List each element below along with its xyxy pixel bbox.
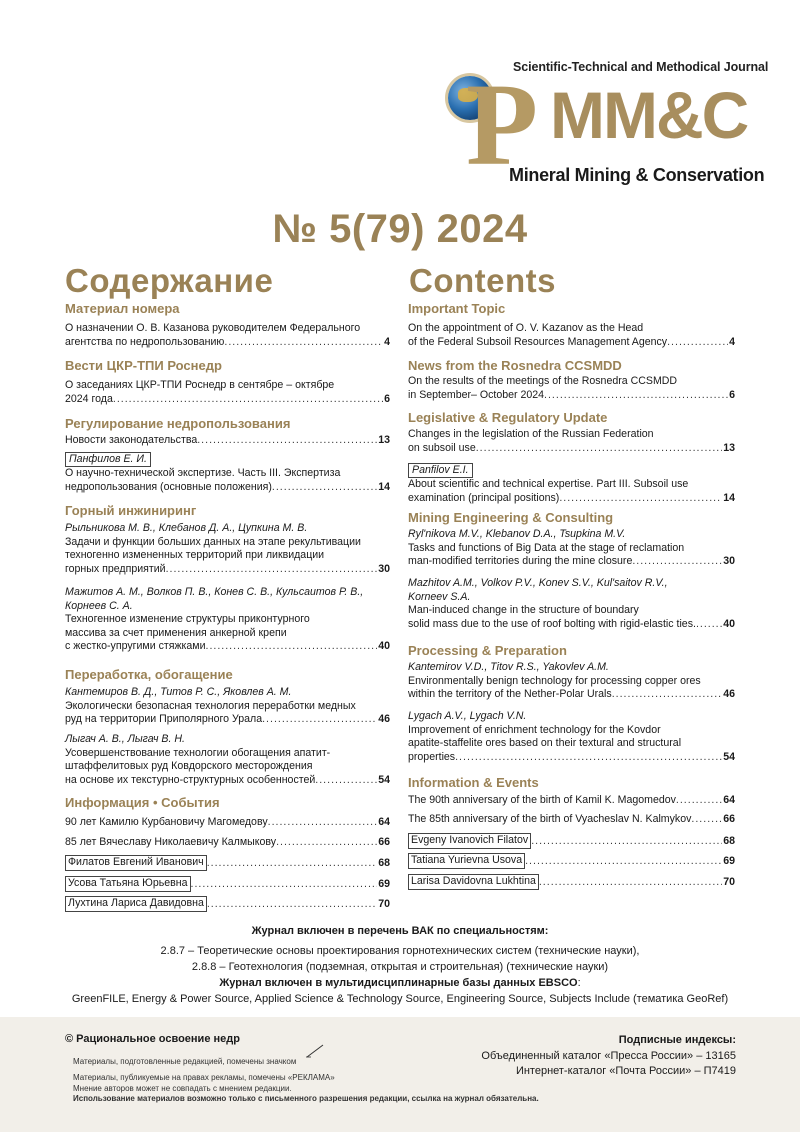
section-heading: Материал номера bbox=[65, 301, 180, 316]
entry-authors: Korneev S.A. bbox=[408, 590, 471, 603]
entry-title-line: 85 лет Вячеславу Николаевичу Калмыкову bbox=[65, 836, 277, 848]
page-number: 13 bbox=[378, 434, 390, 446]
vak-title: Журнал включен в перечень ВАК по специальностям: bbox=[251, 925, 549, 937]
entry-title-line: in September– October 2024 bbox=[408, 388, 545, 401]
entry-title-boxed: Larisa Davidovna Lukhtina bbox=[408, 874, 539, 890]
ebsco-title: Журнал включен в мультидисциплинарные базы данных EBSCO: bbox=[219, 977, 581, 989]
toc-entry[interactable] bbox=[408, 375, 735, 402]
page-number: 66 bbox=[723, 813, 735, 825]
entry-title-line: The 90th anniversary of the birth of Kamil K. Magomedov bbox=[408, 794, 676, 806]
entry-title-line: on subsoil use bbox=[408, 441, 476, 454]
section-heading: Processing & Preparation bbox=[408, 643, 567, 658]
toc-entry[interactable] bbox=[65, 452, 390, 494]
entry-title-line: within the territory of the Nether-Polar Urals bbox=[408, 688, 612, 701]
page-number: 66 bbox=[378, 836, 390, 848]
entry-title-line: of the Federal Subsoil Resources Management Agency bbox=[408, 335, 668, 348]
section-heading: Переработка, обогащение bbox=[65, 667, 233, 682]
logo-text: MM&C bbox=[550, 78, 748, 152]
entry-title-line: Задачи и функции больших данных на этапе рекультивации bbox=[65, 535, 361, 548]
ebsco-list: GreenFILE, Energy & Power Source, Applied Science & Technology Source, Engineering Source, Subjects Include (тематика GeoRef) bbox=[71, 993, 729, 1005]
entry-title-line: О назначении О. В. Казанова руководителем Федерального bbox=[65, 322, 361, 334]
entry-title-line: О заседаниях ЦКР-ТПИ Роснедр в сентябре – октябре bbox=[65, 379, 335, 391]
toc-entry[interactable] bbox=[408, 710, 735, 764]
toc-entry[interactable] bbox=[65, 896, 390, 912]
page-number: 40 bbox=[378, 640, 390, 653]
entry-title-line: Man-induced change in the structure of boundary bbox=[408, 604, 639, 617]
subscription-index: Объединенный каталог «Пресса России» – 13165 bbox=[481, 1050, 736, 1062]
entry-authors: Мажитов А. М., Волков П. В., Конев С. В., Кульсаитов Р. В., bbox=[65, 586, 364, 598]
entry-title-line: горных предприятий bbox=[65, 562, 166, 575]
entry-title-line: Техногенное изменение структуры приконтурного bbox=[65, 613, 310, 626]
toc-entry[interactable] bbox=[65, 322, 390, 349]
entry-authors: Lygach A.V., Lygach V.N. bbox=[408, 710, 527, 722]
section-heading: Important Topic bbox=[408, 301, 506, 316]
section-heading: Mining Engineering & Consulting bbox=[408, 510, 614, 525]
page-number: 6 bbox=[729, 388, 735, 401]
logo-rm-mark: P bbox=[466, 59, 533, 190]
entry-authors: Корнеев С. А. bbox=[65, 599, 133, 612]
entry-title-line: руд на территории Приполярного Урала bbox=[65, 713, 263, 726]
entry-title-line: examination (principal positions) bbox=[408, 491, 560, 504]
entry-title-boxed: Усова Татьяна Юрьевна bbox=[65, 876, 191, 892]
toc-entry[interactable] bbox=[65, 686, 390, 727]
entry-authors: Kantemirov V.D., Titov R.S., Yakovlev A.M. bbox=[408, 661, 609, 673]
page-number: 14 bbox=[723, 491, 735, 504]
entry-title-line: apatite-staffelite ores based on their textural and structural bbox=[408, 737, 682, 750]
pen-mark-icon bbox=[305, 1044, 325, 1058]
entry-title-line: Новости законодательства bbox=[65, 434, 198, 446]
page-number: 30 bbox=[378, 562, 390, 575]
footer-note: Материалы, подготовленные редакцией, помечены значком bbox=[73, 1057, 297, 1066]
entry-title-boxed: Evgeny Ivanovich Filatov bbox=[408, 833, 531, 849]
page-number: 6 bbox=[384, 392, 390, 405]
entry-authors: Кантемиров В. Д., Титов Р. С., Яковлев А. М. bbox=[65, 686, 292, 698]
entry-authors: Ryl'nikova M.V., Klebanov D.A., Tsupkina M.V. bbox=[408, 528, 626, 540]
page-number: 54 bbox=[378, 773, 390, 786]
entry-title-line: On the appointment of O. V. Kazanov as the Head bbox=[408, 322, 644, 334]
entry-title-line: The 85th anniversary of the birth of Vyacheslav N. Kalmykov bbox=[408, 813, 692, 825]
toc-entry[interactable] bbox=[408, 528, 735, 569]
page-number: 68 bbox=[378, 857, 390, 869]
toc-entry[interactable] bbox=[408, 874, 735, 890]
entry-author-boxed: Панфилов Е. И. bbox=[65, 452, 151, 467]
page-number: 14 bbox=[378, 480, 390, 493]
section-heading: Information & Events bbox=[408, 775, 539, 790]
logo-subtitle: Mineral Mining & Conservation bbox=[509, 165, 765, 185]
copyright: © Рациональное освоение недр bbox=[65, 1033, 240, 1045]
entry-title-line: недропользования (основные положения) bbox=[65, 480, 272, 493]
entry-title-line: техногенно измененных территорий при ликвидации bbox=[65, 549, 325, 562]
entry-authors: Mazhitov A.M., Volkov P.V., Konev S.V., Kul'saitov R.V., bbox=[408, 577, 668, 589]
footer-note: Мнение авторов может не совпадать с мнением редакции. bbox=[73, 1084, 292, 1093]
toc-entry[interactable] bbox=[408, 794, 735, 808]
entry-title-line: 2024 года bbox=[65, 392, 113, 405]
entry-title-line: On the results of the meetings of the Rosnedra CCSMDD bbox=[408, 375, 678, 387]
page-number: 40 bbox=[723, 617, 735, 630]
page-number: 70 bbox=[723, 876, 735, 888]
section-heading: Вести ЦКР-ТПИ Роснедр bbox=[65, 358, 222, 373]
entry-title-line: solid mass due to the use of roof bolting with rigid-elastic ties. bbox=[408, 617, 696, 630]
page-number: 4 bbox=[384, 335, 390, 348]
section-heading: Горный инжиниринг bbox=[65, 503, 197, 518]
entry-title-line: агентства по недропользованию bbox=[65, 335, 225, 348]
entry-title-boxed: Филатов Евгений Иванович bbox=[65, 855, 207, 871]
contents-title-en: Contents bbox=[409, 262, 556, 299]
toc-entry[interactable] bbox=[65, 876, 390, 892]
page-number: 68 bbox=[723, 835, 735, 847]
entry-title-line: properties bbox=[408, 750, 456, 763]
toc-entry[interactable] bbox=[408, 428, 735, 455]
vak-line: 2.8.8 – Геотехнология (подземная, открытая и строительная) (технические науки) bbox=[191, 961, 609, 973]
toc-entry[interactable] bbox=[408, 577, 735, 631]
entry-author-boxed: Panfilov E.I. bbox=[408, 463, 473, 478]
toc-entry[interactable] bbox=[65, 586, 390, 654]
section-heading: Legislative & Regulatory Update bbox=[408, 410, 608, 425]
page-number: 46 bbox=[723, 688, 735, 701]
entry-title-line: Environmentally benign technology for processing copper ores bbox=[408, 674, 701, 687]
page-number: 46 bbox=[378, 713, 390, 726]
page-number: 13 bbox=[723, 441, 735, 454]
entry-title-line: Improvement of enrichment technology for the Kovdor bbox=[408, 723, 661, 736]
section-heading: Регулирование недропользования bbox=[65, 416, 291, 431]
page-number: 30 bbox=[723, 555, 735, 568]
page-number: 4 bbox=[729, 335, 735, 348]
contents-title-ru: Содержание bbox=[65, 262, 274, 299]
entry-title-line: массива за счет применения анкерной крепи bbox=[65, 626, 287, 639]
toc-entry[interactable] bbox=[408, 463, 735, 505]
entry-title-line: с жестко-упругими стяжками bbox=[65, 640, 206, 653]
toc-entry[interactable] bbox=[65, 434, 390, 448]
toc-entry[interactable] bbox=[65, 379, 390, 406]
page-number: 64 bbox=[378, 816, 390, 828]
entry-title-line: Экологически безопасная технология переработки медных bbox=[65, 699, 356, 712]
toc-entry[interactable] bbox=[65, 522, 390, 576]
entry-title-line: О научно-технической экспертизе. Часть III. Экспертиза bbox=[65, 467, 341, 479]
entry-title-line: Усовершенствование технологии обогащения апатит- bbox=[65, 746, 331, 759]
toc-entry[interactable] bbox=[65, 733, 390, 787]
entry-title-line: Tasks and functions of Big Data at the stage of reclamation bbox=[408, 541, 685, 554]
entry-title-line: на основе их текстурно-структурных особенностей bbox=[65, 773, 316, 786]
toc-entry[interactable] bbox=[408, 853, 735, 869]
entry-title-line: штаффелитовых руд Ковдорского месторождения bbox=[65, 760, 313, 773]
subscription-index: Интернет-каталог «Почта России» – П7419 bbox=[515, 1065, 736, 1077]
page-number: 69 bbox=[723, 855, 735, 867]
entry-title-line: About scientific and technical expertise. Part III. Subsoil use bbox=[408, 478, 689, 490]
toc-entry[interactable] bbox=[408, 813, 735, 827]
entry-authors: Рыльникова М. В., Клебанов Д. А., Цупкина М. В. bbox=[65, 522, 308, 534]
toc-entry[interactable] bbox=[65, 836, 390, 850]
toc-entry[interactable] bbox=[408, 661, 735, 702]
issue-number: № 5(79) 2024 bbox=[272, 207, 528, 251]
subscription-title: Подписные индексы: bbox=[618, 1034, 736, 1046]
entry-title-boxed: Tatiana Yurievna Usova bbox=[408, 853, 525, 869]
entry-authors: Лыгач А. В., Лыгач В. Н. bbox=[65, 733, 185, 745]
toc-entry[interactable] bbox=[408, 833, 735, 849]
page-number: 54 bbox=[723, 750, 735, 763]
entry-title-line: 90 лет Камилю Курбановичу Магомедову bbox=[65, 816, 268, 828]
footer-note: Материалы, публикуемые на правах рекламы, помечены «РЕКЛАМА» bbox=[73, 1073, 335, 1082]
page-number: 64 bbox=[723, 794, 735, 806]
section-heading: News from the Rosnedra CCSMDD bbox=[408, 358, 622, 373]
entry-title-boxed: Лухтина Лариса Давидовна bbox=[65, 896, 207, 912]
toc-entry[interactable] bbox=[65, 816, 390, 830]
page-number: 70 bbox=[378, 898, 390, 910]
journal-tagline: Scientific-Technical and Methodical Journal bbox=[513, 60, 769, 74]
entry-title-line: Changes in the legislation of the Russian Federation bbox=[408, 428, 654, 440]
toc-entry[interactable] bbox=[408, 322, 735, 349]
footer-note: Использование материалов возможно только с письменного разрешения редакции, ссылка на журнал обязательна. bbox=[73, 1094, 539, 1103]
entry-title-line: man-modified territories during the mine closure bbox=[408, 555, 633, 568]
page-number: 69 bbox=[378, 878, 390, 890]
toc-entry[interactable] bbox=[65, 855, 390, 871]
vak-line: 2.8.7 – Теоретические основы проектирования горнотехнических систем (технические науки), bbox=[160, 945, 640, 957]
section-heading: Информация • События bbox=[65, 795, 220, 810]
